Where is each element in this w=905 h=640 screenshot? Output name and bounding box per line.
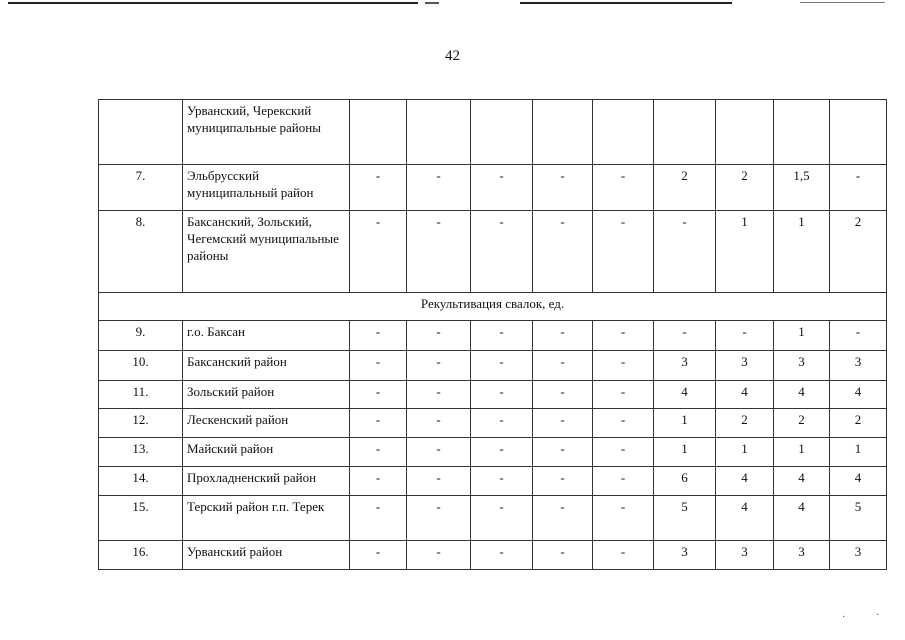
scan-speck: · [842, 612, 846, 623]
value-cell: - [350, 541, 407, 570]
value-cell: 4 [774, 496, 830, 541]
value-cell: - [533, 541, 593, 570]
table-row [99, 351, 887, 381]
value-cell [593, 100, 654, 165]
table-row [99, 409, 887, 438]
value-cell [350, 100, 407, 165]
row-name: Баксанский, Зольский, Чегемский муниципальные районы [183, 211, 350, 293]
value-cell: - [593, 381, 654, 409]
table-row [99, 211, 887, 293]
value-cell: - [471, 467, 533, 496]
top-border-line [425, 2, 439, 4]
section-title: Рекультивация свалок, ед. [99, 293, 887, 321]
value-cell: - [350, 496, 407, 541]
table-row [99, 467, 887, 496]
value-cell: 1 [654, 438, 716, 467]
value-cell: - [350, 409, 407, 438]
value-cell: - [350, 438, 407, 467]
value-cell: - [350, 211, 407, 293]
value-cell [774, 100, 830, 165]
value-cell: 3 [830, 351, 887, 381]
value-cell: 6 [654, 467, 716, 496]
value-cell: - [350, 351, 407, 381]
value-cell: - [654, 321, 716, 351]
value-cell: - [350, 165, 407, 211]
value-cell: - [533, 496, 593, 541]
row-number: 9. [99, 321, 183, 351]
value-cell: - [471, 438, 533, 467]
value-cell: - [407, 165, 471, 211]
value-cell: - [593, 351, 654, 381]
value-cell: - [593, 496, 654, 541]
scan-speck: · [876, 610, 880, 621]
value-cell: - [830, 165, 887, 211]
value-cell: 4 [716, 467, 774, 496]
row-number: 13. [99, 438, 183, 467]
value-cell: 2 [774, 409, 830, 438]
table-row [99, 541, 887, 570]
row-number: 8. [99, 211, 183, 293]
value-cell: - [533, 467, 593, 496]
value-cell: - [471, 409, 533, 438]
table-row [99, 381, 887, 409]
value-cell: 5 [830, 496, 887, 541]
value-cell: - [533, 165, 593, 211]
row-name: Лескенский район [183, 409, 350, 438]
value-cell: 3 [774, 351, 830, 381]
value-cell: - [350, 381, 407, 409]
value-cell: - [471, 211, 533, 293]
table-row [99, 496, 887, 541]
value-cell: - [593, 211, 654, 293]
value-cell [471, 100, 533, 165]
value-cell: - [471, 351, 533, 381]
table-body [99, 100, 887, 570]
value-cell [830, 100, 887, 165]
row-name: Терский район г.п. Терек [183, 496, 350, 541]
value-cell: 4 [716, 381, 774, 409]
row-name: Прохладненский район [183, 467, 350, 496]
value-cell: - [593, 321, 654, 351]
value-cell: - [350, 467, 407, 496]
value-cell: - [407, 409, 471, 438]
program-table [98, 99, 887, 570]
row-name: Баксанский район [183, 351, 350, 381]
value-cell: - [654, 211, 716, 293]
row-name: Эльбрусский муниципальный район [183, 165, 350, 211]
value-cell: - [533, 409, 593, 438]
value-cell: - [593, 541, 654, 570]
value-cell: 2 [716, 409, 774, 438]
row-name: Майский район [183, 438, 350, 467]
value-cell: - [471, 541, 533, 570]
value-cell [716, 100, 774, 165]
row-number: 14. [99, 467, 183, 496]
table-row [99, 165, 887, 211]
row-number: 12. [99, 409, 183, 438]
table-row [99, 321, 887, 351]
table-row [99, 100, 887, 165]
value-cell: 2 [654, 165, 716, 211]
value-cell: 4 [830, 467, 887, 496]
value-cell [533, 100, 593, 165]
row-number: 7. [99, 165, 183, 211]
value-cell: - [471, 165, 533, 211]
row-name: Урванский район [183, 541, 350, 570]
value-cell: - [407, 351, 471, 381]
value-cell: - [407, 541, 471, 570]
value-cell: 3 [716, 541, 774, 570]
value-cell: 1 [716, 438, 774, 467]
value-cell: - [593, 409, 654, 438]
value-cell: - [593, 165, 654, 211]
value-cell: - [407, 381, 471, 409]
value-cell [407, 100, 471, 165]
row-name: Зольский район [183, 381, 350, 409]
value-cell: 1 [774, 321, 830, 351]
value-cell: - [830, 321, 887, 351]
value-cell: 2 [830, 211, 887, 293]
value-cell: - [533, 381, 593, 409]
top-border-line [520, 2, 732, 4]
value-cell: - [407, 211, 471, 293]
value-cell: 5 [654, 496, 716, 541]
value-cell: - [533, 438, 593, 467]
row-number: 11. [99, 381, 183, 409]
value-cell: 1 [774, 211, 830, 293]
table-row [99, 438, 887, 467]
value-cell: - [471, 321, 533, 351]
value-cell: - [716, 321, 774, 351]
value-cell: 1,5 [774, 165, 830, 211]
value-cell: 1 [654, 409, 716, 438]
page-number: 42 [445, 48, 460, 64]
value-cell: 4 [774, 467, 830, 496]
value-cell: 3 [830, 541, 887, 570]
value-cell: - [471, 381, 533, 409]
value-cell: 4 [654, 381, 716, 409]
value-cell: 2 [830, 409, 887, 438]
value-cell: 4 [830, 381, 887, 409]
value-cell: 3 [774, 541, 830, 570]
row-number [99, 100, 183, 165]
value-cell: - [350, 321, 407, 351]
value-cell: 1 [774, 438, 830, 467]
value-cell [654, 100, 716, 165]
value-cell: - [407, 467, 471, 496]
top-border-line [8, 2, 418, 4]
value-cell: 3 [654, 541, 716, 570]
value-cell: - [593, 438, 654, 467]
row-number: 10. [99, 351, 183, 381]
value-cell: 4 [774, 381, 830, 409]
value-cell: 1 [716, 211, 774, 293]
value-cell: - [407, 438, 471, 467]
value-cell: 1 [830, 438, 887, 467]
value-cell: - [593, 467, 654, 496]
value-cell: 4 [716, 496, 774, 541]
value-cell: - [533, 211, 593, 293]
row-name: Урванский, Черекский муниципальные районы [183, 100, 350, 165]
value-cell: 2 [716, 165, 774, 211]
value-cell: 3 [654, 351, 716, 381]
section-header-row [99, 293, 887, 321]
value-cell: 3 [716, 351, 774, 381]
value-cell: - [407, 496, 471, 541]
top-border-line [800, 2, 885, 3]
value-cell: - [471, 496, 533, 541]
row-number: 16. [99, 541, 183, 570]
value-cell: - [533, 321, 593, 351]
value-cell: - [533, 351, 593, 381]
row-number: 15. [99, 496, 183, 541]
row-name: г.о. Баксан [183, 321, 350, 351]
value-cell: - [407, 321, 471, 351]
